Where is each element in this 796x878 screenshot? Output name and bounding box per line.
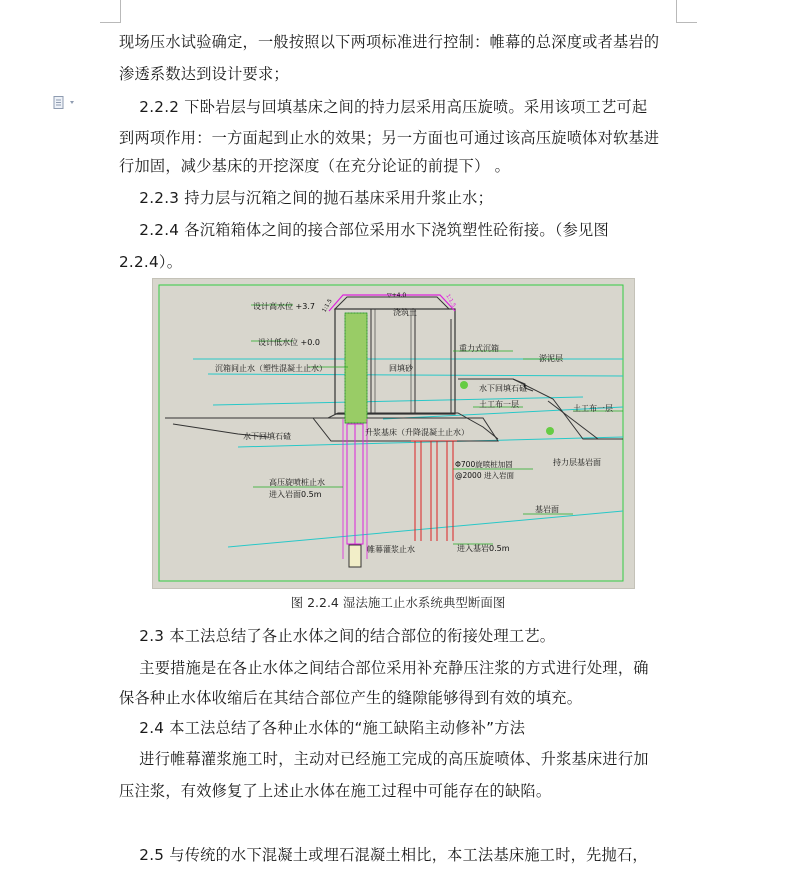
- text-line: 2.4 本工法总结了各种止水体的“施工缺陷主动修补”方法: [119, 719, 526, 737]
- text-line: 2.5 与传统的水下混凝土或埋石混凝土相比，本工法基床施工时，先抛石，: [119, 846, 648, 864]
- label-bedrock-surface: 基岩面: [535, 505, 559, 514]
- text-line: 保各种止水体收缩后在其结合部位产生的缝隙能够得到有效的填充。: [119, 689, 583, 707]
- label-geotextile-a: 土工布一层: [479, 400, 519, 409]
- text-line: 到两项作用：一方面起到止水的效果；另一方面也可通过该高压旋喷体对软基进: [119, 129, 660, 147]
- label-curtain-grout: 帷幕灌浆止水: [367, 545, 415, 554]
- label-jet-pile-spec-1: Φ700旋喷桩加固: [455, 460, 513, 469]
- label-geotextile-b: 土工布一层: [573, 404, 613, 413]
- label-underwater-backfill-stone-b: 水下回填石碴: [243, 432, 291, 441]
- label-underwater-backfill-stone: 水下回填石碴: [479, 384, 527, 393]
- text-line: 2.2.3 持力层与沉箱之间的抛石基床采用升浆止水；: [119, 189, 494, 207]
- label-gravity-caisson: 重力式沉箱: [459, 344, 499, 353]
- label-jet-pile-spec-2: @2000 进入岩面: [455, 471, 514, 480]
- text-line: 压注浆，有效修复了上述止水体在施工过程中可能存在的缺陷。: [119, 782, 552, 800]
- figure-caption: 图 2.2.4 湿法施工止水系统典型断面图: [290, 595, 506, 610]
- text-line: 现场压水试验确定，一般按照以下两项标准进行控制：帷幕的总深度或者基岩的: [119, 33, 660, 51]
- label-backfill-sand: 回填砂: [389, 364, 413, 373]
- cross-section-figure: [152, 278, 635, 589]
- label-top-elevation: ▽+4.0: [387, 292, 407, 299]
- text-line: 主要措施是在各止水体之间结合部位采用补充静压注浆的方式进行处理，确: [119, 659, 649, 677]
- text-line: 2.3 本工法总结了各止水体之间的结合部位的衔接处理工艺。: [119, 627, 556, 645]
- text-line: 2.2.2 下卧岩层与回填基床之间的持力层采用高压旋喷。采用该项工艺可起: [119, 98, 648, 116]
- label-slope-ratio-a: 1:1.5: [321, 298, 334, 314]
- label-design-high-water: 设计高水位 +3.7: [253, 302, 315, 311]
- document-menu-icon[interactable]: [53, 96, 79, 110]
- text-line: 2.2.4）。: [119, 253, 183, 271]
- label-bearing-layer: 持力层基岩面: [553, 458, 601, 467]
- cross-section-drawing: [153, 279, 634, 588]
- text-line: 2.2.4 各沉箱箱体之间的接合部位采用水下浇筑塑性砼衔接。（参见图: [119, 221, 609, 239]
- text-line: 渗透系数达到设计要求；: [119, 65, 289, 83]
- label-into-bedrock: 进入基岩0.5m: [457, 544, 510, 553]
- label-jet-grout-pile-2: 进入岩面0.5m: [269, 490, 322, 499]
- page-corner-mark-left: [100, 0, 121, 23]
- label-silt-layer: 淤泥层: [539, 354, 563, 363]
- text-line: 进行帷幕灌浆施工时，主动对已经施工完成的高压旋喷体、升浆基床进行加: [119, 750, 649, 768]
- label-cast-concrete: 浇筑土: [393, 308, 417, 317]
- label-grout-bed: 升浆基床（升降混凝土止水）: [365, 428, 469, 437]
- chevron-down-icon: [70, 101, 74, 104]
- label-jet-grout-pile-1: 高压旋喷桩止水: [269, 478, 325, 487]
- label-caisson-joint-seal: 沉箱间止水（塑性混凝土止水）: [215, 364, 327, 373]
- label-design-low-water: 设计低水位 +0.0: [258, 338, 320, 347]
- text-line: 行加固，减少基床的开挖深度（在充分论证的前提下） 。: [119, 157, 511, 175]
- label-slope-ratio-b: 1:1.5: [444, 293, 457, 309]
- page-corner-mark-right: [676, 0, 697, 23]
